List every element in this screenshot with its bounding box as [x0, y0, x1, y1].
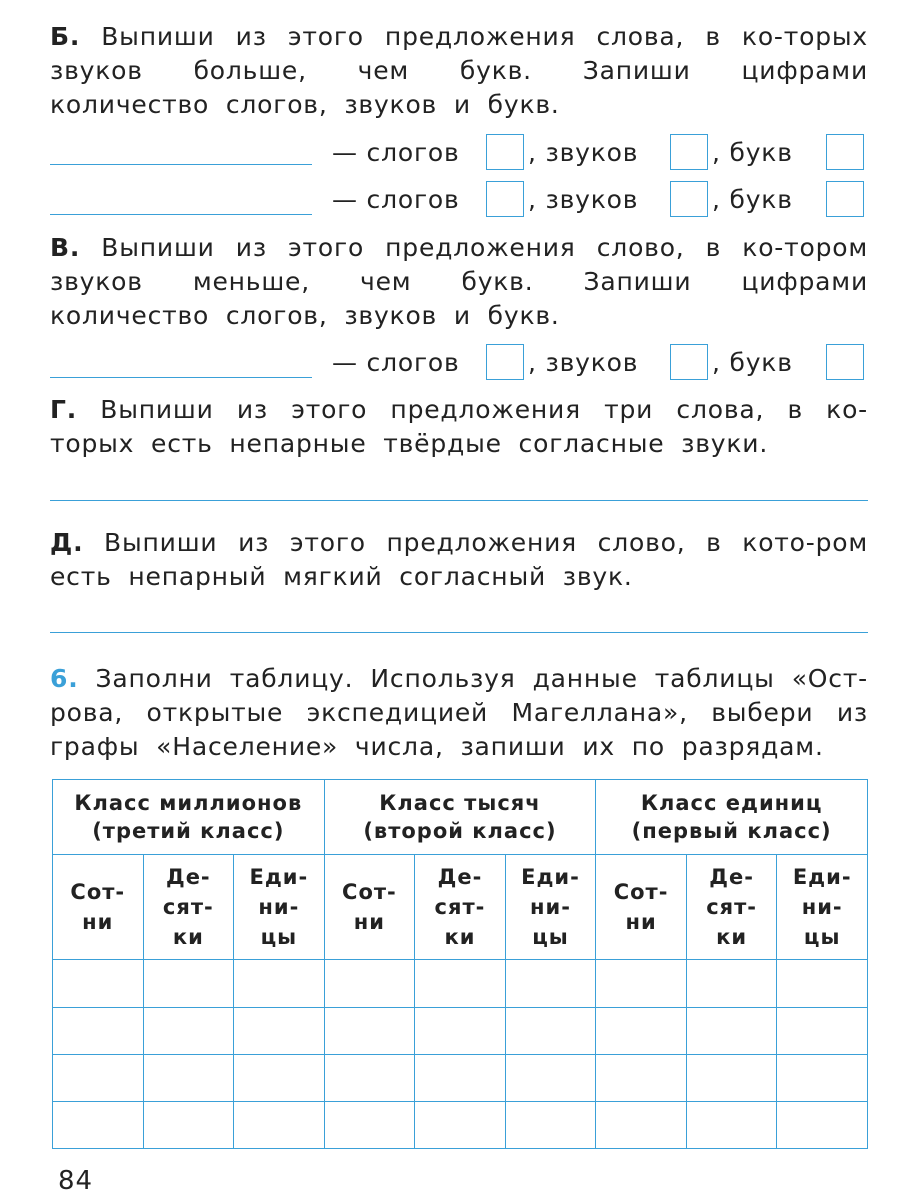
class-thousands-name: Класс тысяч	[379, 791, 541, 816]
table-cell[interactable]	[777, 1007, 868, 1054]
digit-label-part: сят-	[162, 895, 214, 920]
table-cell[interactable]	[686, 1101, 777, 1148]
table-row	[53, 1007, 868, 1054]
table-cell[interactable]	[415, 1007, 506, 1054]
digit-tens-header	[686, 855, 777, 960]
sounds-label: , звуков	[528, 185, 639, 214]
answer-row-b2	[0, 181, 900, 221]
task-d-body: Выпиши из этого предложения слово, в кото-ром есть непарный мягкий согласный звук.	[50, 528, 868, 591]
table-cell[interactable]	[686, 1054, 777, 1101]
digit-label-part: ни	[82, 910, 114, 935]
letters-label: , букв	[712, 185, 793, 214]
table-cell[interactable]	[505, 1007, 596, 1054]
letters-box-b1[interactable]	[826, 134, 864, 170]
table-cell[interactable]	[596, 960, 687, 1007]
digit-tens-header	[143, 855, 234, 960]
task-g-text	[50, 393, 868, 461]
digit-label-part: ни	[353, 910, 386, 935]
table-cell[interactable]	[53, 1054, 144, 1101]
syllables-box-b2[interactable]	[486, 181, 524, 217]
digit-label-part: Сот-	[70, 880, 126, 905]
table-cell[interactable]	[234, 960, 325, 1007]
class-thousands-header	[324, 780, 596, 855]
digit-hundreds-header	[324, 855, 415, 960]
digit-label-part: Еди-	[521, 865, 580, 890]
table-cell[interactable]	[53, 1007, 144, 1054]
digit-label-part: Де-	[165, 865, 211, 890]
sounds-label: , звуков	[528, 138, 639, 167]
table-cell[interactable]	[505, 960, 596, 1007]
task-d-text	[50, 526, 868, 594]
digit-hundreds-header	[596, 855, 687, 960]
syllables-box-v[interactable]	[486, 344, 524, 380]
class-units-sub: (первый класс)	[631, 819, 832, 844]
syllables-label: — слогов	[332, 138, 460, 167]
digit-units-header	[777, 855, 868, 960]
table-row	[53, 1101, 868, 1148]
table-cell[interactable]	[53, 1101, 144, 1148]
digit-units-header	[234, 855, 325, 960]
digit-label-part: Сот-	[342, 880, 397, 905]
digit-label-part: сят-	[434, 895, 486, 920]
digit-label-part: ки	[172, 925, 204, 950]
digit-label-part: ки	[716, 925, 748, 950]
digit-label-part: сят-	[706, 895, 758, 920]
table-cell[interactable]	[596, 1101, 687, 1148]
task-b-text	[50, 20, 868, 122]
table-cell[interactable]	[234, 1007, 325, 1054]
table-cell[interactable]	[324, 1101, 415, 1148]
task-g-letter: Г.	[50, 395, 78, 424]
answer-line-v[interactable]	[50, 377, 312, 378]
class-thousands-sub: (второй класс)	[363, 819, 557, 844]
digit-hundreds-header	[53, 855, 144, 960]
table-cell[interactable]	[324, 960, 415, 1007]
digit-header-row	[53, 855, 868, 960]
answer-line-b1[interactable]	[50, 164, 312, 165]
class-header-row	[53, 780, 868, 855]
table-cell[interactable]	[143, 960, 234, 1007]
task-6-text	[50, 662, 868, 764]
digit-label-part: цы	[532, 925, 569, 950]
digit-label-part: Де-	[437, 865, 483, 890]
sounds-label: , звуков	[528, 348, 639, 377]
digit-label-part: цы	[260, 925, 298, 950]
task-v-body: Выпиши из этого предложения слово, в ко-тором звуков меньше, чем букв. Запиши цифрами количество слогов, звуков и букв.	[50, 233, 868, 330]
answer-line-b2[interactable]	[50, 214, 312, 215]
class-millions-header	[53, 780, 325, 855]
syllables-label: — слогов	[332, 348, 460, 377]
table-cell[interactable]	[686, 1007, 777, 1054]
digit-label-part: Еди-	[792, 865, 852, 890]
digit-classes-table	[52, 779, 868, 1149]
letters-box-v[interactable]	[826, 344, 864, 380]
task-6-number: 6.	[50, 664, 79, 693]
digit-label-part: Де-	[709, 865, 754, 890]
sounds-box-b1[interactable]	[670, 134, 708, 170]
task-g-body: Выпиши из этого предложения три слова, в ко-торых есть непарные твёрдые согласные звуки.	[50, 395, 868, 458]
digit-label-part: ки	[444, 925, 476, 950]
digit-label-part: ни-	[530, 895, 571, 920]
task-b-letter: Б.	[50, 22, 81, 51]
digit-label-part: цы	[803, 925, 841, 950]
answer-row-b1	[0, 134, 900, 174]
answer-row-v	[0, 344, 900, 384]
table-cell[interactable]	[777, 960, 868, 1007]
syllables-box-b1[interactable]	[486, 134, 524, 170]
table-cell[interactable]	[505, 1101, 596, 1148]
table-cell[interactable]	[234, 1054, 325, 1101]
table-cell[interactable]	[234, 1101, 325, 1148]
sounds-box-v[interactable]	[670, 344, 708, 380]
digit-label-part: ни	[625, 910, 657, 935]
digit-tens-header	[415, 855, 506, 960]
table-cell[interactable]	[324, 1007, 415, 1054]
table-cell[interactable]	[415, 1101, 506, 1148]
task-v-text	[50, 231, 868, 333]
digit-label-part: ни-	[801, 895, 843, 920]
table-cell[interactable]	[505, 1054, 596, 1101]
table-cell[interactable]	[596, 1007, 687, 1054]
digit-units-header	[505, 855, 596, 960]
table-cell[interactable]	[686, 960, 777, 1007]
class-millions-name: Класс миллионов	[74, 791, 303, 816]
syllables-label: — слогов	[332, 185, 460, 214]
task-b-body: Выпиши из этого предложения слова, в ко-торых звуков больше, чем букв. Запиши цифрами количество слогов, звуков и букв.	[50, 22, 868, 119]
class-millions-sub: (третий класс)	[92, 819, 285, 844]
table-cell[interactable]	[415, 1054, 506, 1101]
table-cell[interactable]	[143, 1101, 234, 1148]
page-number: 84	[58, 1166, 94, 1196]
table-cell[interactable]	[777, 1054, 868, 1101]
sounds-box-b2[interactable]	[670, 181, 708, 217]
table-cell[interactable]	[596, 1054, 687, 1101]
task-d-letter: Д.	[50, 528, 84, 557]
table-cell[interactable]	[777, 1101, 868, 1148]
table-cell[interactable]	[324, 1054, 415, 1101]
table-cell[interactable]	[53, 960, 144, 1007]
answer-line-g[interactable]	[50, 500, 868, 501]
table-cell[interactable]	[415, 960, 506, 1007]
digit-label-part: Сот-	[613, 880, 669, 905]
digit-label-part: ни-	[258, 895, 300, 920]
table-cell[interactable]	[143, 1054, 234, 1101]
task-6-body: Заполни таблицу. Используя данные таблицы «Ост-рова, открытые экспедицией Магеллана», выбери из графы «Население» числа, запиши их по разрядам.	[50, 664, 869, 761]
table-row	[53, 1054, 868, 1101]
class-units-name: Класс единиц	[640, 791, 823, 816]
answer-line-d[interactable]	[50, 632, 868, 633]
class-units-header	[596, 780, 868, 855]
task-v-letter: В.	[50, 233, 81, 262]
letters-label: , букв	[712, 138, 793, 167]
table-cell[interactable]	[143, 1007, 234, 1054]
digit-label-part: Еди-	[249, 865, 309, 890]
letters-box-b2[interactable]	[826, 181, 864, 217]
table-row	[53, 960, 868, 1007]
letters-label: , букв	[712, 348, 793, 377]
